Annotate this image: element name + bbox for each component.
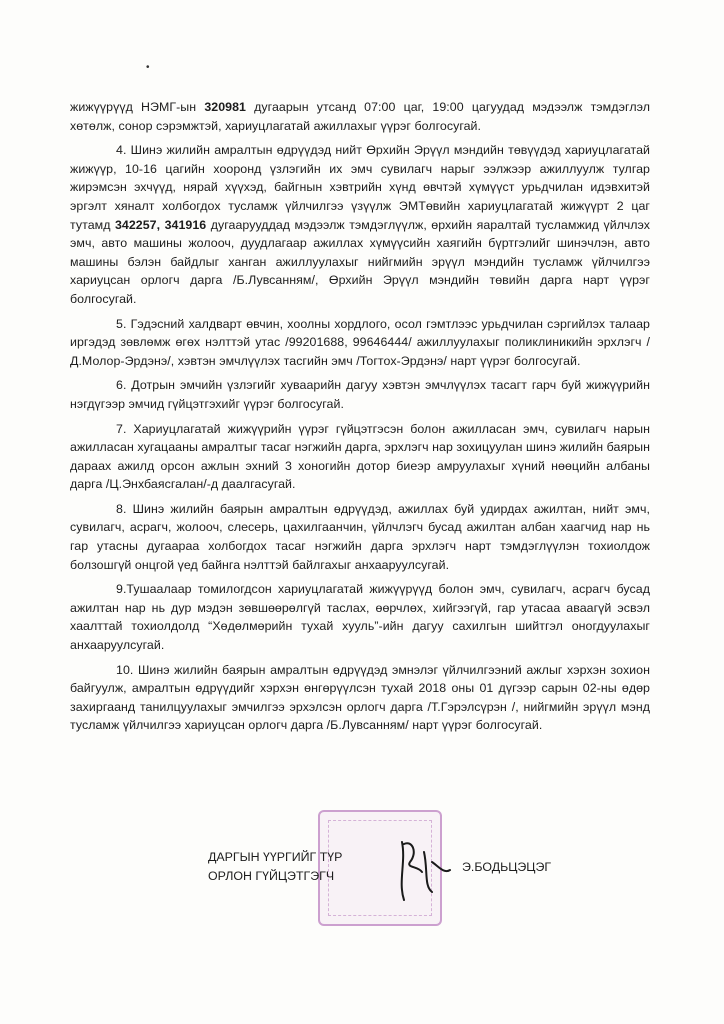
- bold-phone-number: 320981: [204, 100, 246, 114]
- paragraph-text: дугаарууддад мэдээлж тэмдэглүүлж, өрхийн яаралтай тусламжид үйлчлэх эмч, авто машины жолооч, дуудлагаар ажиллах хүмүүсийн хаягийн бүртгэлийг шинэчлэн, авто машины бэлэн байдлыг ханган ажиллуулахыг нийгмийн эрүүл мэндийн тусламж үйлчилгээ хариуцсан орлогч дарга /Б.Лувсанням/, Өрхийн Эрүүл мэндийн төвийн дарга нарт үүрэг болгосугай.: [70, 217, 650, 306]
- paragraph: [70, 315, 650, 371]
- paragraph: [70, 141, 650, 308]
- paragraph-text: 4. Шинэ жилийн амралтын өдрүүдэд нийт Өрхийн Эрүүл мэндийн төвүүдэд хариуцлагатай жижүүр, 10-16 цагийн хооронд үзлэгийн их эмч сувилагч нарыг ээлжээр ажиллуулж тулгар жирэмсэн эхчүүд, нярай хүүхэд, байгнын хэвтрийн хүнд өвчтэй хүмүүст урьдчилан идэвхитэй эргэлт хяналт холбогдох тусламж үйлчилгээ үзүүлж ЭМТөвийн хариуцлагатай жижүүрт 2 цаг тутамд: [70, 143, 650, 232]
- signer-title: [208, 848, 342, 885]
- paragraph: [70, 661, 650, 735]
- paragraph-text: 10. Шинэ жилийн баярын амралтын өдрүүдэд эмнэлэг үйлчилгээний ажлыг хэрхэн зохион байгуулж, амралтын өдрүүдийг хэрхэн өнгөрүүлсэн тухай 2018 оны 01 дүгээр сарын 02-ны өдөр захиргаанд танилцуулахыг эмчилгээ эрхэлсэн орлогч дарга /Т.Гэрэлсүрэн /, нийгмийн эрүүл мэнд тусламж үйлчилгээ хариуцсан орлогч дарга /Б.Лувсанням/ нарт үүрэг болгосугай.: [70, 662, 650, 733]
- signature-block: [208, 848, 628, 888]
- paragraph-text: 9.Тушаалаар томилогдсон хариуцлагатай жижүүрүүд болон эмч, сувилагч, асрагч бусад ажилтан нар нь дур мэдэн зөвшөөрөлгүй таслах, өөрчлөх, хийгээгүй, гар утасаа аваагүй эсвэл хаалттай тохиолдолд “Хөдөлмөрийн тухай хууль”-ийн дагуу сахилгын шийтгэл оногдуулахыг анхааруулсугай.: [70, 582, 650, 653]
- bold-phone-number: 342257, 341916: [114, 217, 207, 232]
- paragraph-text: 6. Дотрын эмчийн үзлэгийг хуваарийн дагуу хэвтэн эмчлүүлэх тасагт гарч буй жижүүрийн нэгдүгээр эмчид гүйцэтгэхийг үүрэг болгосугай.: [70, 378, 650, 411]
- paragraph-text: 7. Хариуцлагатай жижүүрийн үүрэг гүйцэтгэсэн болон ажилласан эмч, сувилагч нарын ажилласан хугацааны амралтыг тасаг нэгжийн дарга, эрхлэгч нар зохицуулан шинэ жилийн баярын дараах ажилд орсон ажлын эхний 3 хоногийн дотор биеэр амруулахыг хүний нөөцийн албаны дарга /Ц.Энхбаясгалан/-д даалгасугай.: [70, 421, 650, 492]
- paragraph: [70, 420, 650, 494]
- paragraph: [70, 98, 650, 135]
- signer-name: Э.БОДЬЦЭЦЭГ: [462, 860, 552, 874]
- paragraph-text: жижүүрүүд НЭМГ-ын: [70, 100, 205, 114]
- paragraph-text: дугаарын утсанд 07:00 цаг, 19:00 цагуудад мэдээлж тэмдэглэл хөтөлж, сонор сэрэмжтэй, хариуцлагатай ажиллахыг үүрэг болгосугай.: [70, 100, 650, 133]
- signer-title-line2: ОРЛОН ГҮЙЦЭТГЭГЧ: [208, 868, 335, 883]
- signer-title-line1: ДАРГЫН ҮҮРГИЙГ ТҮР: [208, 850, 343, 864]
- paragraph: [70, 500, 650, 574]
- paragraph-text: 8. Шинэ жилийн баярын амралтын өдрүүдэд, ажиллах буй удирдах ажилтан, нийт эмч, сувилагч, асрагч, жолооч, слесерь, цахилгаанчин, үйлчлэгч бусад ажилтан албан хаагчид нар нь гар утасны дугаараа холбогдох тасаг нэгжийн дарга эрхлэгч нарт тэмдэглүүлэн тохиолдож болзошгүй онцгой үед байнга нэлттэй байлгахыг анхааруулсугай.: [70, 501, 650, 572]
- paragraph-text: 5. Гэдэсний халдварт өвчин, хоолны хордлого, осол гэмтлээс урьдчилан сэргийлэх талаар иргэдэд зөвлөмж өгөх нэлттэй утас /99201688, 99646444/ ажиллуулахыг поликлиникийн эрхлэгч /Д.Молор-Эрдэнэ/, хэвтэн эмчлүүлэх тасгийн эмч /Тогтох-Эрдэнэ/ нарт үүрэг болгосугай.: [70, 316, 650, 368]
- page-mark: •: [146, 62, 150, 73]
- paragraph: [70, 376, 650, 413]
- paragraph: [70, 580, 650, 654]
- document-body: [70, 98, 650, 741]
